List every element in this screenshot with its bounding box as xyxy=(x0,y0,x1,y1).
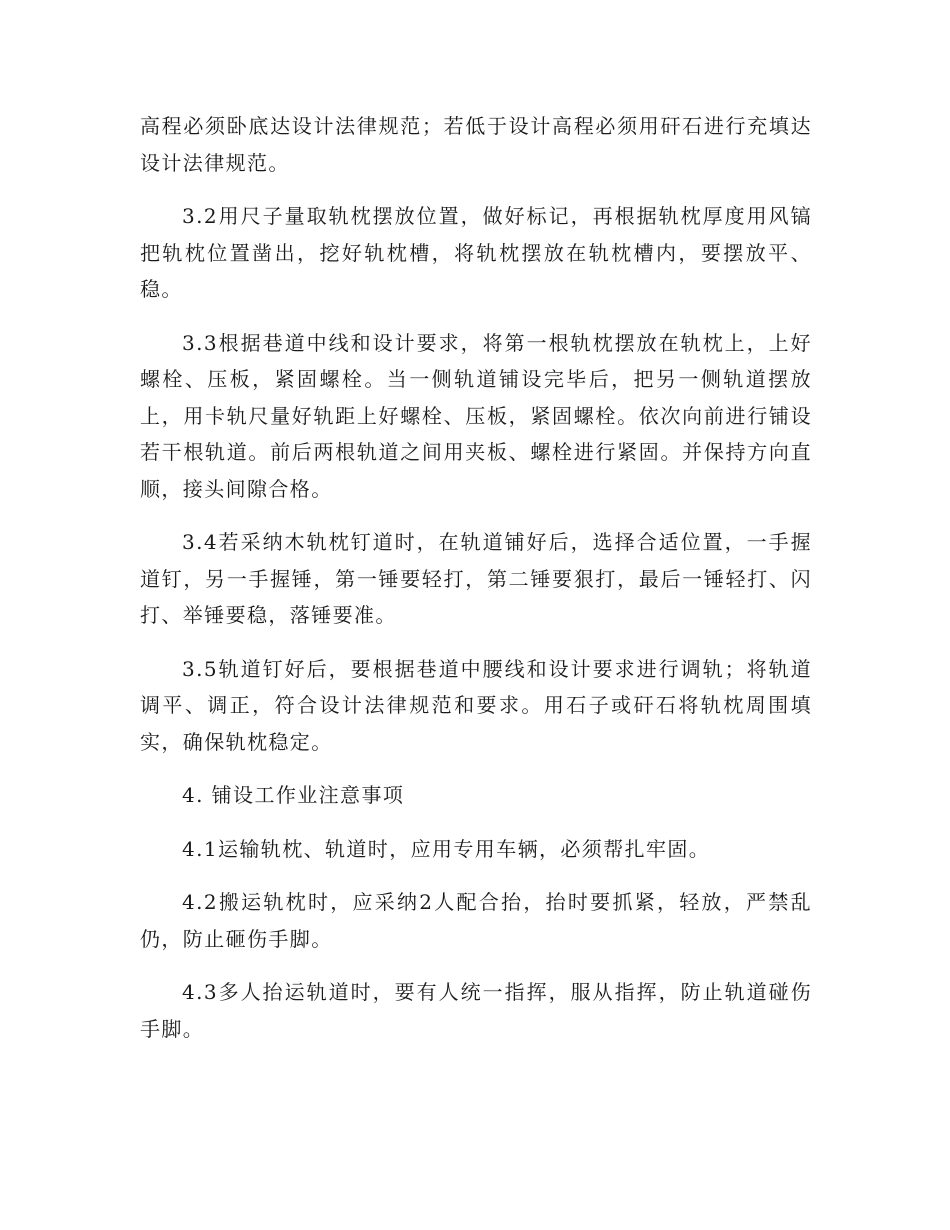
paragraph-3-2: 3.2用尺子量取轨枕摆放位置，做好标记，再根据轨枕厚度用风镐把轨枕位置凿出，挖好轨枕槽，将轨枕摆放在轨枕槽内，要摆放平、稳。 xyxy=(140,204,812,301)
document-body xyxy=(140,108,812,1064)
paragraph-4-1: 4.1运输轨枕、轨道时，应用专用车辆，必须帮扎牢固。 xyxy=(182,836,711,861)
paragraph-3-3: 3.3根据巷道中线和设计要求，将第一根轨枕摆放在轨枕上，上好螺栓、压板，紧固螺栓。当一侧轨道铺设完毕后，把另一侧轨道摆放上，用卡轨尺量好轨距上好螺栓、压板，紧固螺栓。依次向前进行铺设若干根轨道。前后两根轨道之间用夹板、螺栓进行紧固。并保持方向直顺，接头间隙合格。 xyxy=(140,330,812,501)
paragraph-3-5: 3.5轨道钉好后，要根据巷道中腰线和设计要求进行调轨；将轨道调平、调正，符合设计法律规范和要求。用石子或矸石将轨枕周围填实，确保轨枕稳定。 xyxy=(140,656,812,754)
paragraph-4-3: 4.3多人抬运轨道时，要有人统一指挥，服从指挥，防止轨道碰伤手脚。 xyxy=(140,980,812,1041)
paragraph-continuation: 高程必须卧底达设计法律规范；若低于设计高程必须用矸石进行充填达设计法律规范。 xyxy=(140,114,812,175)
paragraph-3-4: 3.4若采纳木轨枕钉道时，在轨道铺好后，选择合适位置，一手握道钉，另一手握锤，第一锤要轻打，第二锤要狠打，最后一锤轻打、闪打、举锤要稳，落锤要准。 xyxy=(140,530,812,627)
section-heading-4: 4. 铺设工作业注意事项 xyxy=(182,783,405,807)
paragraph-4-2: 4.2搬运轨枕时，应采纳2人配合抬，抬时要抓紧，轻放，严禁乱仍，防止砸伤手脚。 xyxy=(140,890,812,951)
